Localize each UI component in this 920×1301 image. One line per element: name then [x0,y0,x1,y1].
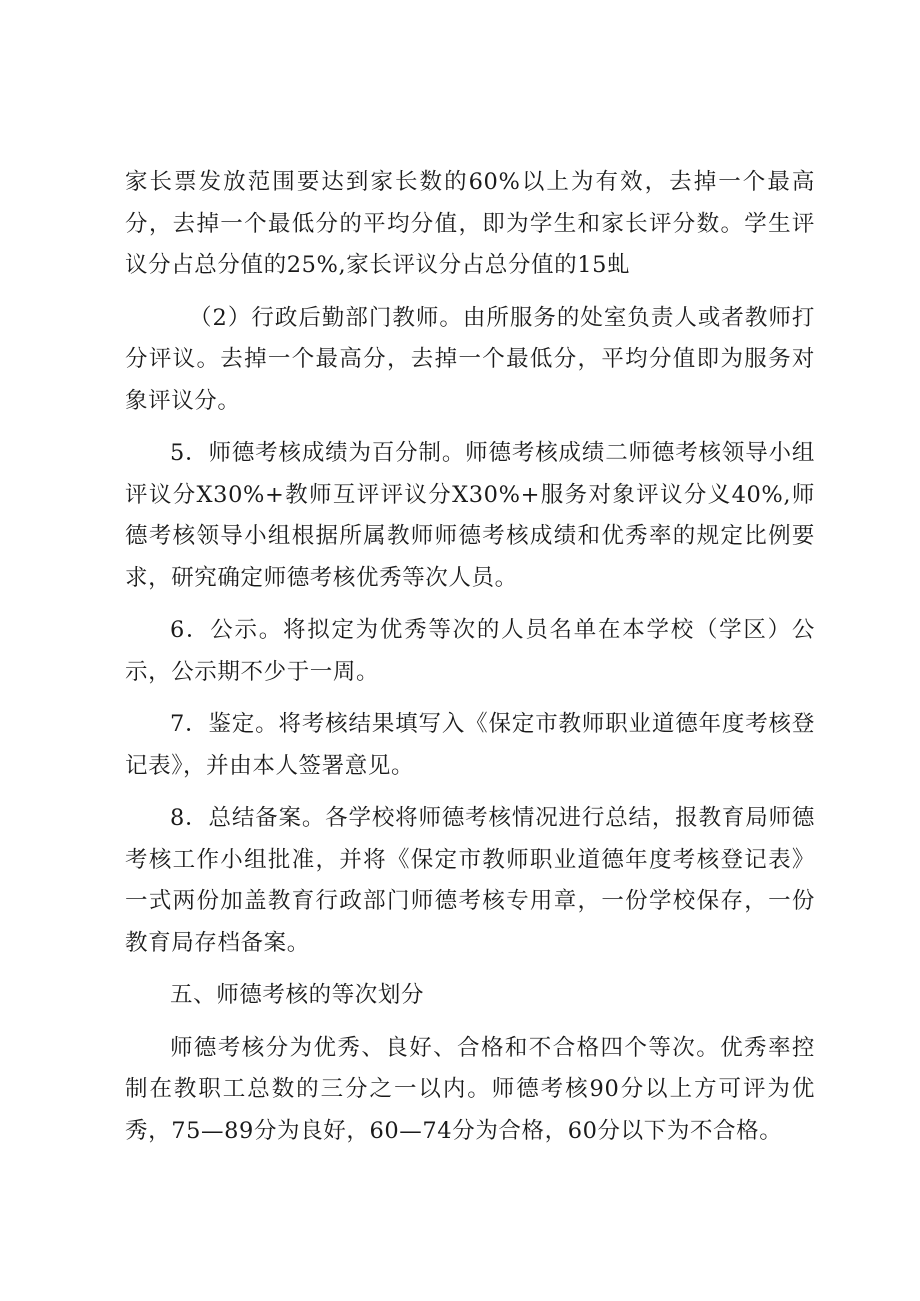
paragraph-item-7-appraisal: 7．鉴定。将考核结果填写入《保定市教师职业道德年度考核登记表》，并由本人签署意见。 [125,711,815,779]
paragraph-item-8-filing: 8．总结备案。各学校将师德考核情况进行总结，报教育局师德考核工作小组批准，并将《保定市教师职业道德年度考核登记表》一式两份加盖教育行政部门师德考核专用章，一份学校保存，一份教育局存档备案。 [125,805,815,956]
paragraph-admin-staff-evaluation: （2）行政后勤部门教师。由所服务的处室负责人或者教师打分评议。去掉一个最高分，去掉一个最低分，平均分值即为服务对象评议分。 [125,304,815,414]
paragraph-item-6-publicity: 6．公示。将拟定为优秀等次的人员名单在本学校（学区）公示，公示期不少于一周。 [125,617,815,685]
paragraph-grade-levels: 师德考核分为优秀、良好、合格和不合格四个等次。优秀率控制在教职工总数的三分之一以内。师德考核90分以上方可评为优秀，75—89分为良好，60—74分为合格，60分以下为不合格。 [125,1034,815,1144]
document-body [125,162,815,1152]
section-heading-grade-division: 五、师德考核的等次划分 [170,982,425,1008]
paragraph-item-5-scoring-formula: 5．师德考核成绩为百分制。师德考核成绩二师德考核领导小组评议分X30%+教师互评评议分X30%+服务对象评议分义40%,师德考核领导小组根据所属教师师德考核成绩和优秀率的规定比例要求，研究确定师德考核优秀等次人员。 [125,440,815,591]
paragraph-parent-vote-scoring: 家长票发放范围要达到家长数的60%以上为有效，去掉一个最高分，去掉一个最低分的平均分值，即为学生和家长评分数。学生评议分占总分值的25%,家长评议分占总分值的15虬 [125,169,815,278]
